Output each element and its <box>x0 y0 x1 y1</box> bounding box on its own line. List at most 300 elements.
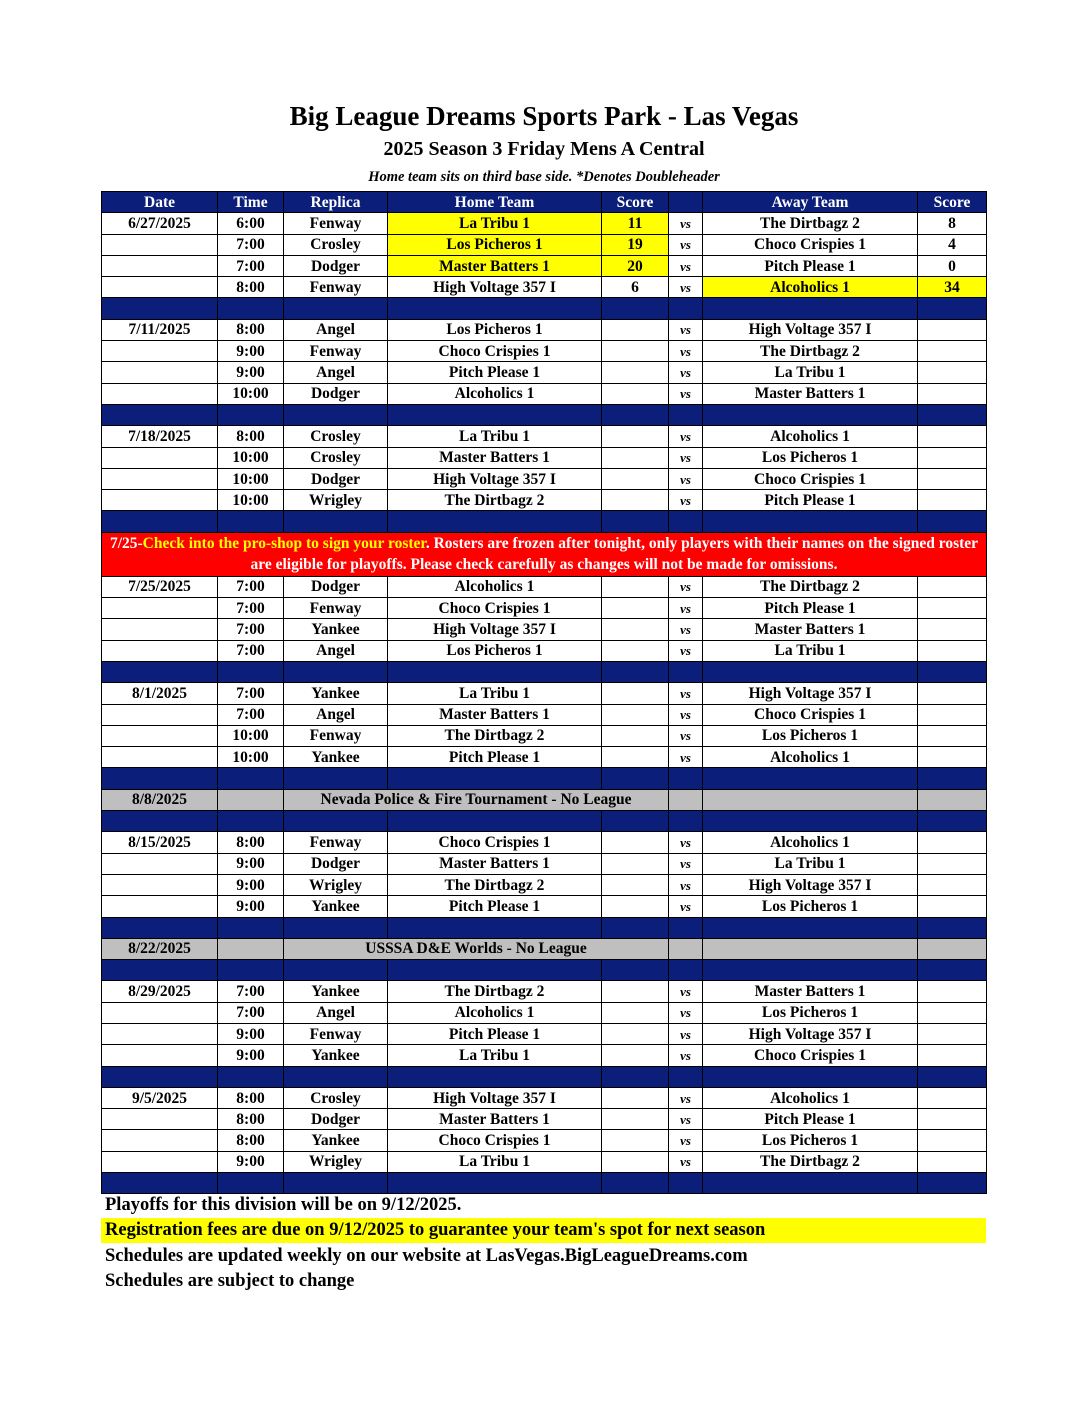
game-row <box>102 277 987 298</box>
separator-row <box>102 768 987 789</box>
home-team-cell: Choco Crispies 1 <box>388 832 602 853</box>
game-row <box>102 1109 987 1130</box>
replica-cell: Dodger <box>284 383 388 404</box>
home-team-cell: Master Batters 1 <box>388 1109 602 1130</box>
registration-note: Registration fees are due on 9/12/2025 to guarantee your team's spot for next season <box>101 1218 986 1243</box>
away-team-cell: The Dirtbagz 2 <box>703 341 918 362</box>
separator-cell <box>102 298 218 319</box>
separator-cell <box>218 298 284 319</box>
date-cell <box>102 383 218 404</box>
game-row <box>102 362 987 383</box>
separator-cell <box>918 404 987 425</box>
date-cell <box>102 896 218 917</box>
time-cell: 7:00 <box>218 598 284 619</box>
replica-cell: Fenway <box>284 598 388 619</box>
replica-cell: Fenway <box>284 1023 388 1044</box>
date-cell <box>102 468 218 489</box>
home-score-cell <box>602 1087 669 1108</box>
time-cell: 10:00 <box>218 447 284 468</box>
vs-cell: vs <box>669 1130 703 1151</box>
date-cell: 8/29/2025 <box>102 981 218 1002</box>
separator-cell <box>669 511 703 532</box>
away-team-cell: La Tribu 1 <box>703 853 918 874</box>
away-score-cell <box>918 853 987 874</box>
away-score-cell <box>918 874 987 895</box>
game-row <box>102 598 987 619</box>
away-score-cell <box>918 747 987 768</box>
away-team-cell: Los Picheros 1 <box>703 1130 918 1151</box>
column-header-home-score: Score <box>602 192 669 213</box>
replica-cell: Dodger <box>284 1109 388 1130</box>
home-score-cell <box>602 747 669 768</box>
separator-cell <box>284 811 388 832</box>
away-team-cell: The Dirtbagz 2 <box>703 213 918 234</box>
separator-cell <box>102 511 218 532</box>
separator-cell <box>703 404 918 425</box>
separator-row <box>102 1066 987 1087</box>
home-team-cell: Pitch Please 1 <box>388 896 602 917</box>
away-team-cell: Alcoholics 1 <box>703 832 918 853</box>
roster-notice <box>102 532 987 576</box>
vs-cell: vs <box>669 725 703 746</box>
replica-cell: Wrigley <box>284 874 388 895</box>
home-score-cell: 19 <box>602 234 669 255</box>
separator-cell <box>703 768 918 789</box>
separator-cell <box>703 661 918 682</box>
vs-cell: vs <box>669 704 703 725</box>
date-cell <box>102 341 218 362</box>
home-score-cell <box>602 426 669 447</box>
separator-cell <box>669 917 703 938</box>
separator-cell <box>918 511 987 532</box>
separator-row <box>102 1173 987 1194</box>
page-subtitle: 2025 Season 3 Friday Mens A Central <box>383 138 705 160</box>
game-row <box>102 576 987 597</box>
home-team-cell: Los Picheros 1 <box>388 640 602 661</box>
home-score-cell <box>602 704 669 725</box>
time-cell: 10:00 <box>218 747 284 768</box>
game-row <box>102 341 987 362</box>
replica-cell: Crosley <box>284 234 388 255</box>
schedule-header-row <box>102 192 987 213</box>
separator-cell <box>602 960 669 981</box>
game-row <box>102 490 987 511</box>
vs-cell: vs <box>669 341 703 362</box>
away-score-cell <box>918 1002 987 1023</box>
separator-cell <box>284 768 388 789</box>
away-score-cell <box>918 447 987 468</box>
vs-cell: vs <box>669 319 703 340</box>
date-cell <box>102 640 218 661</box>
away-team-cell: Los Picheros 1 <box>703 725 918 746</box>
schedule-body <box>102 213 987 1194</box>
vs-cell: vs <box>669 1109 703 1130</box>
home-score-cell <box>602 319 669 340</box>
column-header-time: Time <box>218 192 284 213</box>
home-score-cell <box>602 1109 669 1130</box>
game-row <box>102 234 987 255</box>
away-team-cell: Master Batters 1 <box>703 981 918 1002</box>
separator-cell <box>388 960 602 981</box>
home-team-cell: La Tribu 1 <box>388 1045 602 1066</box>
vs-cell: vs <box>669 277 703 298</box>
separator-cell <box>602 917 669 938</box>
home-team-cell: Pitch Please 1 <box>388 362 602 383</box>
vs-cell: vs <box>669 234 703 255</box>
home-team-cell: Choco Crispies 1 <box>388 598 602 619</box>
separator-cell <box>388 768 602 789</box>
no-league-label: Nevada Police & Fire Tournament - No League <box>284 789 669 810</box>
no-league-row <box>102 938 987 959</box>
home-team-cell: Choco Crispies 1 <box>388 1130 602 1151</box>
home-score-cell <box>602 640 669 661</box>
away-team-cell: Pitch Please 1 <box>703 598 918 619</box>
replica-cell: Dodger <box>284 255 388 276</box>
separator-cell <box>918 661 987 682</box>
date-cell: 7/25/2025 <box>102 576 218 597</box>
separator-cell <box>218 1173 284 1194</box>
separator-row <box>102 511 987 532</box>
away-score-cell <box>918 981 987 1002</box>
separator-cell <box>102 917 218 938</box>
date-cell <box>102 1002 218 1023</box>
home-score-cell <box>602 1151 669 1172</box>
away-team-cell: Alcoholics 1 <box>703 277 918 298</box>
time-cell: 9:00 <box>218 853 284 874</box>
date-cell <box>102 853 218 874</box>
away-team-cell <box>703 938 918 959</box>
separator-cell <box>284 298 388 319</box>
time-cell: 7:00 <box>218 1002 284 1023</box>
separator-cell <box>284 404 388 425</box>
separator-row <box>102 661 987 682</box>
home-score-cell: 20 <box>602 255 669 276</box>
home-score-cell <box>602 832 669 853</box>
away-score-cell <box>918 938 987 959</box>
replica-cell: Wrigley <box>284 1151 388 1172</box>
away-score-cell <box>918 725 987 746</box>
away-score-cell <box>918 1023 987 1044</box>
home-score-cell <box>602 1023 669 1044</box>
away-team-cell: Choco Crispies 1 <box>703 468 918 489</box>
notice-highlight: Check into the pro-shop to sign your roster <box>142 535 426 553</box>
away-team-cell: Pitch Please 1 <box>703 1109 918 1130</box>
away-score-cell <box>918 619 987 640</box>
home-team-cell: Master Batters 1 <box>388 853 602 874</box>
date-cell: 6/27/2025 <box>102 213 218 234</box>
separator-row <box>102 811 987 832</box>
date-cell <box>102 874 218 895</box>
separator-cell <box>669 298 703 319</box>
date-cell: 8/1/2025 <box>102 683 218 704</box>
vs-cell: vs <box>669 362 703 383</box>
separator-cell <box>284 917 388 938</box>
replica-cell: Fenway <box>284 725 388 746</box>
replica-cell: Yankee <box>284 683 388 704</box>
time-cell <box>218 938 284 959</box>
replica-cell: Fenway <box>284 277 388 298</box>
away-score-cell <box>918 1045 987 1066</box>
game-row <box>102 383 987 404</box>
replica-cell: Dodger <box>284 576 388 597</box>
separator-cell <box>218 960 284 981</box>
separator-cell <box>388 811 602 832</box>
replica-cell: Yankee <box>284 981 388 1002</box>
replica-cell: Fenway <box>284 832 388 853</box>
time-cell: 9:00 <box>218 874 284 895</box>
separator-cell <box>284 1066 388 1087</box>
away-score-cell <box>918 896 987 917</box>
date-cell <box>102 1130 218 1151</box>
home-score-cell <box>602 981 669 1002</box>
separator-cell <box>669 960 703 981</box>
away-score-cell <box>918 490 987 511</box>
separator-cell <box>218 917 284 938</box>
home-score-cell <box>602 619 669 640</box>
date-cell <box>102 747 218 768</box>
away-score-cell <box>918 576 987 597</box>
column-header-home-team: Home Team <box>388 192 602 213</box>
vs-cell: vs <box>669 383 703 404</box>
game-row <box>102 1045 987 1066</box>
separator-cell <box>918 298 987 319</box>
away-score-cell <box>918 1151 987 1172</box>
game-row <box>102 447 987 468</box>
replica-cell: Dodger <box>284 468 388 489</box>
date-cell <box>102 362 218 383</box>
separator-row <box>102 298 987 319</box>
roster-notice-row <box>102 532 987 576</box>
date-cell: 7/11/2025 <box>102 319 218 340</box>
home-score-cell <box>602 1130 669 1151</box>
vs-cell: vs <box>669 447 703 468</box>
replica-cell: Angel <box>284 362 388 383</box>
separator-cell <box>669 661 703 682</box>
game-row <box>102 896 987 917</box>
away-team-cell: Alcoholics 1 <box>703 426 918 447</box>
replica-cell: Angel <box>284 704 388 725</box>
time-cell: 7:00 <box>218 576 284 597</box>
vs-cell: vs <box>669 640 703 661</box>
home-score-cell <box>602 725 669 746</box>
separator-cell <box>102 811 218 832</box>
time-cell: 7:00 <box>218 234 284 255</box>
game-row <box>102 1002 987 1023</box>
home-score-cell <box>602 341 669 362</box>
time-cell: 10:00 <box>218 725 284 746</box>
home-team-cell: La Tribu 1 <box>388 213 602 234</box>
game-row <box>102 640 987 661</box>
replica-cell: Angel <box>284 319 388 340</box>
replica-cell: Angel <box>284 640 388 661</box>
separator-cell <box>602 404 669 425</box>
separator-cell <box>218 811 284 832</box>
date-cell: 8/15/2025 <box>102 832 218 853</box>
away-team-cell: Los Picheros 1 <box>703 896 918 917</box>
time-cell: 9:00 <box>218 341 284 362</box>
home-score-cell <box>602 576 669 597</box>
replica-cell: Crosley <box>284 447 388 468</box>
separator-cell <box>602 298 669 319</box>
away-score-cell <box>918 426 987 447</box>
replica-cell: Wrigley <box>284 490 388 511</box>
time-cell: 7:00 <box>218 704 284 725</box>
home-score-cell <box>602 853 669 874</box>
separator-cell <box>102 1066 218 1087</box>
time-cell: 9:00 <box>218 1023 284 1044</box>
separator-cell <box>703 511 918 532</box>
vs-cell: vs <box>669 255 703 276</box>
away-score-cell <box>918 1109 987 1130</box>
separator-cell <box>703 960 918 981</box>
home-team-cell: High Voltage 357 I <box>388 468 602 489</box>
separator-cell <box>218 1066 284 1087</box>
away-team-cell: Los Picheros 1 <box>703 1002 918 1023</box>
away-team-cell: Master Batters 1 <box>703 619 918 640</box>
time-cell: 8:00 <box>218 832 284 853</box>
vs-cell <box>669 938 703 959</box>
home-team-cell: Master Batters 1 <box>388 255 602 276</box>
no-league-row <box>102 789 987 810</box>
separator-cell <box>388 1066 602 1087</box>
time-cell: 10:00 <box>218 490 284 511</box>
date-cell <box>102 704 218 725</box>
time-cell: 7:00 <box>218 683 284 704</box>
away-score-cell <box>918 1130 987 1151</box>
date-cell <box>102 619 218 640</box>
game-row <box>102 1023 987 1044</box>
vs-cell: vs <box>669 1087 703 1108</box>
separator-cell <box>602 768 669 789</box>
separator-cell <box>918 1173 987 1194</box>
home-team-cell: High Voltage 357 I <box>388 1087 602 1108</box>
home-team-cell: Alcoholics 1 <box>388 383 602 404</box>
separator-cell <box>669 404 703 425</box>
home-score-cell: 6 <box>602 277 669 298</box>
away-team-cell: Alcoholics 1 <box>703 747 918 768</box>
time-cell: 8:00 <box>218 426 284 447</box>
away-score-cell <box>918 789 987 810</box>
replica-cell: Crosley <box>284 426 388 447</box>
home-team-cell: Los Picheros 1 <box>388 319 602 340</box>
replica-cell: Yankee <box>284 896 388 917</box>
no-league-label: USSSA D&E Worlds - No League <box>284 938 669 959</box>
date-cell <box>102 1109 218 1130</box>
time-cell: 7:00 <box>218 981 284 1002</box>
separator-cell <box>102 661 218 682</box>
game-row <box>102 725 987 746</box>
away-team-cell: High Voltage 357 I <box>703 683 918 704</box>
away-score-cell <box>918 362 987 383</box>
home-team-cell: High Voltage 357 I <box>388 277 602 298</box>
separator-cell <box>388 511 602 532</box>
date-cell: 8/22/2025 <box>102 938 218 959</box>
column-header-replica: Replica <box>284 192 388 213</box>
away-score-cell: 34 <box>918 277 987 298</box>
away-team-cell: Los Picheros 1 <box>703 447 918 468</box>
vs-cell: vs <box>669 576 703 597</box>
replica-cell: Fenway <box>284 341 388 362</box>
separator-cell <box>602 511 669 532</box>
date-cell <box>102 1023 218 1044</box>
date-cell <box>102 1151 218 1172</box>
game-row <box>102 1130 987 1151</box>
away-team-cell: La Tribu 1 <box>703 362 918 383</box>
game-row <box>102 619 987 640</box>
vs-cell: vs <box>669 1023 703 1044</box>
separator-cell <box>602 661 669 682</box>
playoffs-note: Playoffs for this division will be on 9/12/2025. <box>105 1195 462 1215</box>
column-header-vs <box>669 192 703 213</box>
replica-cell: Angel <box>284 1002 388 1023</box>
game-row <box>102 213 987 234</box>
away-score-cell <box>918 598 987 619</box>
separator-cell <box>284 1173 388 1194</box>
home-score-cell <box>602 447 669 468</box>
away-score-cell <box>918 319 987 340</box>
separator-cell <box>102 404 218 425</box>
date-cell: 9/5/2025 <box>102 1087 218 1108</box>
time-cell: 7:00 <box>218 619 284 640</box>
date-cell <box>102 447 218 468</box>
home-team-cell: Pitch Please 1 <box>388 1023 602 1044</box>
website-note: Schedules are updated weekly on our website at LasVegas.BigLeagueDreams.com <box>105 1246 748 1266</box>
date-cell: 8/8/2025 <box>102 789 218 810</box>
away-score-cell <box>918 341 987 362</box>
time-cell: 8:00 <box>218 1087 284 1108</box>
away-score-cell: 4 <box>918 234 987 255</box>
game-row <box>102 981 987 1002</box>
game-row <box>102 832 987 853</box>
date-cell <box>102 490 218 511</box>
vs-cell: vs <box>669 490 703 511</box>
separator-cell <box>388 298 602 319</box>
date-cell <box>102 255 218 276</box>
separator-cell <box>284 661 388 682</box>
separator-cell <box>602 811 669 832</box>
game-row <box>102 319 987 340</box>
vs-cell: vs <box>669 683 703 704</box>
home-score-cell: 11 <box>602 213 669 234</box>
home-team-cell: La Tribu 1 <box>388 1151 602 1172</box>
home-score-cell <box>602 383 669 404</box>
separator-cell <box>918 960 987 981</box>
home-team-cell: Los Picheros 1 <box>388 234 602 255</box>
vs-cell: vs <box>669 832 703 853</box>
time-cell: 6:00 <box>218 213 284 234</box>
notice-date: 7/25- <box>109 535 143 553</box>
away-score-cell <box>918 383 987 404</box>
separator-cell <box>918 811 987 832</box>
home-score-cell <box>602 1045 669 1066</box>
vs-cell: vs <box>669 747 703 768</box>
home-team-cell: La Tribu 1 <box>388 426 602 447</box>
away-score-cell: 0 <box>918 255 987 276</box>
away-team-cell: High Voltage 357 I <box>703 874 918 895</box>
separator-cell <box>918 917 987 938</box>
separator-row <box>102 404 987 425</box>
date-cell: 7/18/2025 <box>102 426 218 447</box>
time-cell: 9:00 <box>218 1045 284 1066</box>
separator-cell <box>669 1173 703 1194</box>
column-header-away-score: Score <box>918 192 987 213</box>
separator-cell <box>602 1173 669 1194</box>
time-cell: 10:00 <box>218 383 284 404</box>
home-score-cell <box>602 362 669 383</box>
away-team-cell: High Voltage 357 I <box>703 319 918 340</box>
replica-cell: Fenway <box>284 213 388 234</box>
separator-cell <box>703 298 918 319</box>
